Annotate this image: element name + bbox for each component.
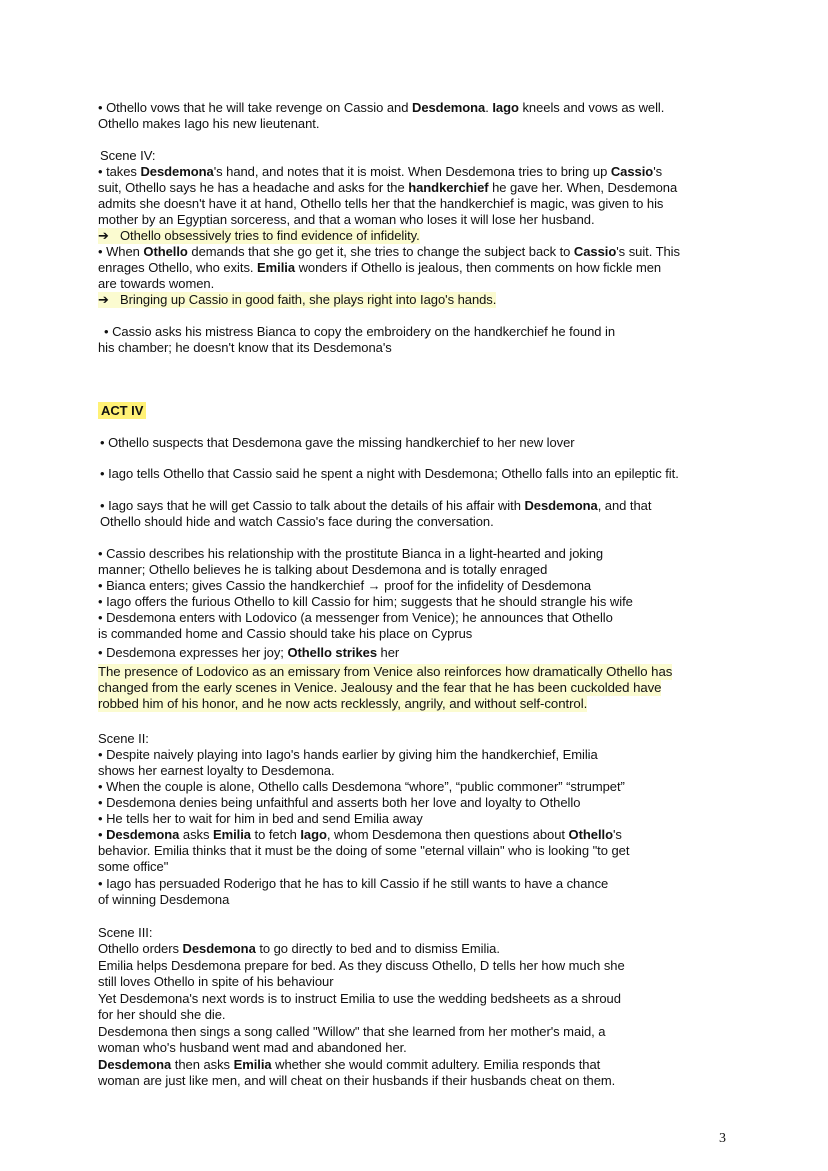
text-line: some office" xyxy=(98,859,169,874)
text-line: • Iago has persuaded Roderigo that he has to kill Cassio if he still wants to have a chance xyxy=(98,876,609,891)
scene-heading: Scene III: xyxy=(98,925,153,940)
arrow-right-icon: ➔ xyxy=(98,292,109,307)
text-line: is commanded home and Cassio should take his place on Cyprus xyxy=(98,626,473,641)
text-line: • takes Desdemona's hand, and notes that it is moist. When Desdemona tries to bring up Cassio's xyxy=(98,164,663,179)
text-line: • When Othello demands that she go get it, she tries to change the subject back to Cassio's suit. This xyxy=(98,244,680,259)
text-line: Desdemona then sings a song called "Willow" that she learned from her mother's maid, a xyxy=(98,1024,606,1039)
text-line: Emilia helps Desdemona prepare for bed. As they discuss Othello, D tells her how much she xyxy=(98,958,625,973)
act-heading: ACT IV xyxy=(98,403,146,419)
text-line: Yet Desdemona's next words is to instruct Emilia to use the wedding bedsheets as a shroud xyxy=(98,991,621,1006)
text-line: • Desdemona asks Emilia to fetch Iago, whom Desdemona then questions about Othello's xyxy=(98,827,622,842)
highlighted-line: ➔ Bringing up Cassio in good faith, she plays right into Iago's hands. xyxy=(98,292,497,307)
text-line: • When the couple is alone, Othello calls Desdemona “whore”, “public commoner” “strumpet” xyxy=(98,779,625,794)
text-line: for her should she die. xyxy=(98,1007,226,1022)
highlighted-line: changed from the early scenes in Venice. Jealousy and the fear that he has been cuckolded have xyxy=(98,680,662,695)
text-line: manner; Othello believes he is talking about Desdemona and is totally enraged xyxy=(98,562,548,577)
text-line: suit, Othello says he has a headache and asks for the handkerchief he gave her. When, Desdemona xyxy=(98,180,678,195)
text-line: are towards women. xyxy=(98,276,215,291)
text-line: Othello makes Iago his new lieutenant. xyxy=(98,116,320,131)
text-line: • Cassio describes his relationship with the prostitute Bianca in a light-hearted and joking xyxy=(98,546,604,561)
text-line: Desdemona then asks Emilia whether she would commit adultery. Emilia responds that xyxy=(98,1057,601,1072)
scene-heading: Scene II: xyxy=(98,731,149,746)
text-line: • Iago tells Othello that Cassio said he spent a night with Desdemona; Othello falls into an epileptic fit. xyxy=(100,466,679,481)
text-line: behavior. Emilia thinks that it must be the doing of some "eternal villain" who is looking "to get xyxy=(98,843,630,858)
highlighted-line: The presence of Lodovico as an emissary from Venice also reinforces how dramatically Othello has xyxy=(98,664,673,679)
text-line: • Iago says that he will get Cassio to talk about the details of his affair with Desdemona, and that xyxy=(100,498,652,513)
text-line: • Iago offers the furious Othello to kill Cassio for him; suggests that he should strangle his wife xyxy=(98,594,633,609)
text-line: Othello orders Desdemona to go directly to bed and to dismiss Emilia. xyxy=(98,941,500,956)
scene-heading: Scene IV: xyxy=(100,148,156,163)
highlighted-line: ➔ Othello obsessively tries to find evidence of infidelity. xyxy=(98,228,420,243)
text-line: • Desdemona expresses her joy; Othello strikes her xyxy=(98,645,400,660)
text-line: • Othello suspects that Desdemona gave the missing handkerchief to her new lover xyxy=(100,435,575,450)
text-line: • Othello vows that he will take revenge on Cassio and Desdemona. Iago kneels and vows as well. xyxy=(98,100,665,115)
text-line: • Desdemona enters with Lodovico (a messenger from Venice); he announces that Othello xyxy=(98,610,613,625)
text-line: • Cassio asks his mistress Bianca to copy the embroidery on the handkerchief he found in xyxy=(104,324,616,339)
text-line: admits she doesn't have it at hand, Othello tells her that the handkerchief is magic, was given to his xyxy=(98,196,664,211)
text-line: shows her earnest loyalty to Desdemona. xyxy=(98,763,335,778)
text-line: Othello should hide and watch Cassio's face during the conversation. xyxy=(100,514,494,529)
text-line: • He tells her to wait for him in bed and send Emilia away xyxy=(98,811,423,826)
text-line: his chamber; he doesn't know that its Desdemona's xyxy=(98,340,392,355)
text-line: • Desdemona denies being unfaithful and asserts both her love and loyalty to Othello xyxy=(98,795,581,810)
text-line: still loves Othello in spite of his behaviour xyxy=(98,974,334,989)
arrow-right-icon: ➔ xyxy=(98,228,109,243)
text-line: mother by an Egyptian sorceress, and that a woman who loses it will lose her husband. xyxy=(98,212,595,227)
text-line: woman are just like men, and will cheat on their husbands if their husbands cheat on them. xyxy=(98,1073,616,1088)
text-line: • Despite naively playing into Iago's hands earlier by giving him the handkerchief, Emilia xyxy=(98,747,598,762)
text-line: woman who's husband went mad and abandoned her. xyxy=(98,1040,407,1055)
text-line: of winning Desdemona xyxy=(98,892,230,907)
text-line: enrages Othello, who exits. Emilia wonders if Othello is jealous, then comments on how fickle men xyxy=(98,260,662,275)
text-line: • Bianca enters; gives Cassio the handkerchief → proof for the infidelity of Desdemona xyxy=(98,578,592,593)
highlighted-line: robbed him of his honor, and he now acts recklessly, angrily, and without self-control. xyxy=(98,696,588,711)
page-number: 3 xyxy=(719,1131,726,1146)
